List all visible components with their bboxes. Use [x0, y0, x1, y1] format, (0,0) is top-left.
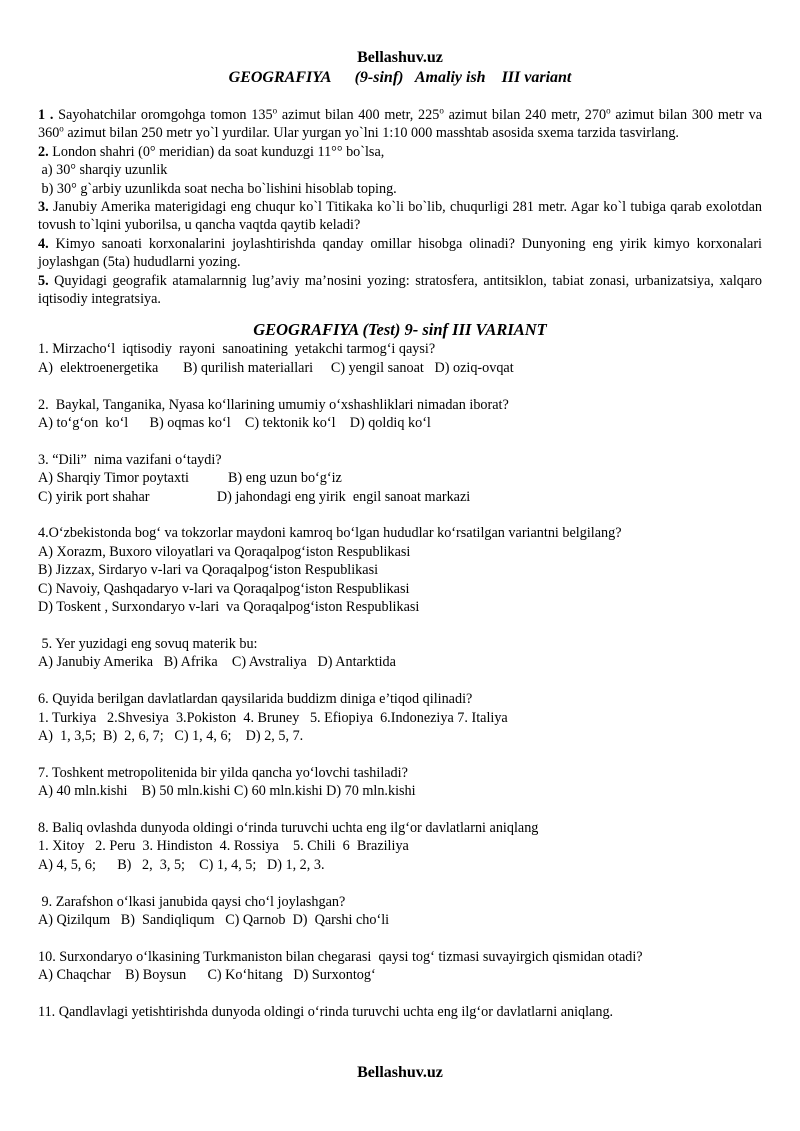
answer-line: A) Qizilqum B) Sandiqliqum C) Qarnob D) Qarshi choʻli	[38, 911, 390, 928]
answer-line: A) 4, 5, 6; B) 2, 3, 5; C) 1, 4, 5; D) 1, 2, 3.	[38, 856, 325, 873]
question-6	[38, 690, 762, 745]
question-text: 7. Toshkent metropolitenida bir yilda qancha yoʻlovchi tashiladi?	[38, 764, 408, 781]
answer-line: 1. Turkiya 2.Shvesiya 3.Pokiston 4. Bruney 5. Efiopiya 6.Indoneziya 7. Italiya	[38, 709, 508, 726]
site-footer: Bellashuv.uz	[357, 1064, 443, 1081]
question-11	[38, 1003, 762, 1021]
test-questions	[38, 340, 762, 1021]
answer-line: D) Toskent , Surxondaryo v-lari va Qoraqalpogʻiston Respublikasi	[38, 599, 420, 616]
answer-line: C) yirik port shahar D) jahondagi eng yirik engil sanoat markazi	[38, 488, 471, 505]
question-7	[38, 764, 762, 801]
question-text: 11. Qandlavlagi yetishtirishda dunyoda oldingi oʻrinda turuvchi uchta eng ilgʻor davlatlarni aniqlang.	[38, 1003, 614, 1020]
question-text: 8. Baliq ovlashda dunyoda oldingi oʻrinda turuvchi uchta eng ilgʻor davlatlarni aniqlang	[38, 819, 539, 836]
task-3: 3. Janubiy Amerika materigidagi eng chuqur ko`l Titikaka ko`li bo`lib, chuqurligi 281 metr. Agar ko`l tubiga qarab exolotdan tovush to`lqini yuborilsa, u qancha vaqtda qaytib keladi?	[38, 199, 762, 234]
answer-line: A) Xorazm, Buxoro viloyatlari va Qoraqalpogʻiston Respublikasi	[38, 543, 411, 560]
task-2-a: a) 30° sharqiy uzunlik	[38, 162, 168, 179]
question-text: 1. Mirzachoʻl iqtisodiy rayoni sanoatining yetakchi tarmogʻi qaysi?	[38, 341, 436, 358]
answer-line: A) 40 mln.kishi B) 50 mln.kishi C) 60 mln.kishi D) 70 mln.kishi	[38, 783, 416, 800]
document-page	[38, 48, 762, 1040]
task-4: 4. Kimyo sanoati korxonalarini joylashtirishda qanday omillar hisobga olinadi? Dunyoning eng yirik kimyo korxonalari joylashgan (5ta) hududlarni yozing.	[38, 235, 762, 271]
question-text: 3. “Dili” nima vazifani oʻtaydi?	[38, 451, 222, 468]
task-2: 2. London shahri (0° meridian) da soat kunduzgi 11°° bo`lsa,	[38, 143, 385, 160]
question-8	[38, 819, 762, 874]
answer-line: A) Janubiy Amerika B) Afrika C) Avstraliya D) Antarktida	[38, 654, 396, 671]
question-text: 5. Yer yuzidagi eng sovuq materik bu:	[38, 635, 258, 652]
answer-line: A) Sharqiy Timor poytaxti B) eng uzun boʻgʻiz	[38, 470, 342, 487]
question-5	[38, 635, 762, 672]
question-3	[38, 451, 762, 506]
answer-line: C) Navoiy, Qashqadaryo v-lari va Qoraqalpogʻiston Respublikasi	[38, 580, 410, 597]
question-text: 6. Quyida berilgan davlatlardan qaysilarida buddizm diniga e’tiqod qilinadi?	[38, 691, 473, 708]
question-10	[38, 948, 762, 985]
task-2-b: b) 30° g`arbiy uzunlikda soat necha bo`lishini hisoblab toping.	[38, 180, 397, 197]
question-4	[38, 524, 762, 616]
question-1	[38, 340, 762, 377]
task-5: 5. Quyidagi geografik atamalarnnig lug’aviy ma’nosini yozing: stratosfera, antitsiklon, tabiat zonasi, urbanizatsiya, xalqaro iqtisodiy integratsiya.	[38, 272, 762, 308]
answer-line: B) Jizzax, Sirdaryo v-lari va Qoraqalpogʻiston Respublikasi	[38, 562, 379, 579]
site-header: Bellashuv.uz	[357, 49, 443, 66]
answer-line: A) 1, 3,5; B) 2, 6, 7; C) 1, 4, 6; D) 2, 5, 7.	[38, 727, 304, 744]
question-text: 9. Zarafshon oʻlkasi janubida qaysi choʻl joylashgan?	[38, 893, 346, 910]
question-text: 4.Oʻzbekistonda bogʻ va tokzorlar maydoni kamroq boʻlgan hududlar koʻrsatilgan variantni belgilang?	[38, 525, 622, 542]
test-title: GEOGRAFIYA (Test) 9- sinf III VARIANT	[253, 320, 547, 340]
answer-line: A) Chaqchar B) Boysun C) Koʻhitang D) Surxontogʻ	[38, 967, 376, 984]
question-text: 2. Baykal, Tanganika, Nyasa koʻllarining umumiy oʻxshashliklari nimadan iborat?	[38, 396, 509, 413]
question-text: 10. Surxondaryo oʻlkasining Turkmaniston bilan chegarasi qaysi togʻ tizmasi suvayirgich qismidan otadi?	[38, 948, 643, 965]
answer-line: A) elektroenergetika B) qurilish materiallari C) yengil sanoat D) oziq-ovqat	[38, 359, 514, 376]
task-1: 1 . Sayohatchilar oromgohga tomon 135$^o$ azimut bilan 400 metr, 225$^o$ azimut bilan 240 metr, 270$^o$ azimut bilan 300 metr va 360$^o$ azimut bilan 250 metr yo`l yurdilar. Ular yurgan yo`lni 1:10 000 masshtab asosida sxema tarzida tasvirlang.	[38, 105, 762, 142]
question-9	[38, 893, 762, 930]
answer-line: 1. Xitoy 2. Peru 3. Hindiston 4. Rossiya 5. Chili 6 Braziliya	[38, 838, 409, 855]
answer-line: A) toʻgʻon koʻl B) oqmas koʻl C) tektonik koʻl D) qoldiq koʻl	[38, 415, 431, 432]
question-2	[38, 396, 762, 433]
page-title: GEOGRAFIYA (9-sinf) Amaliy ish III variant	[228, 69, 572, 86]
practical-tasks	[38, 106, 762, 308]
